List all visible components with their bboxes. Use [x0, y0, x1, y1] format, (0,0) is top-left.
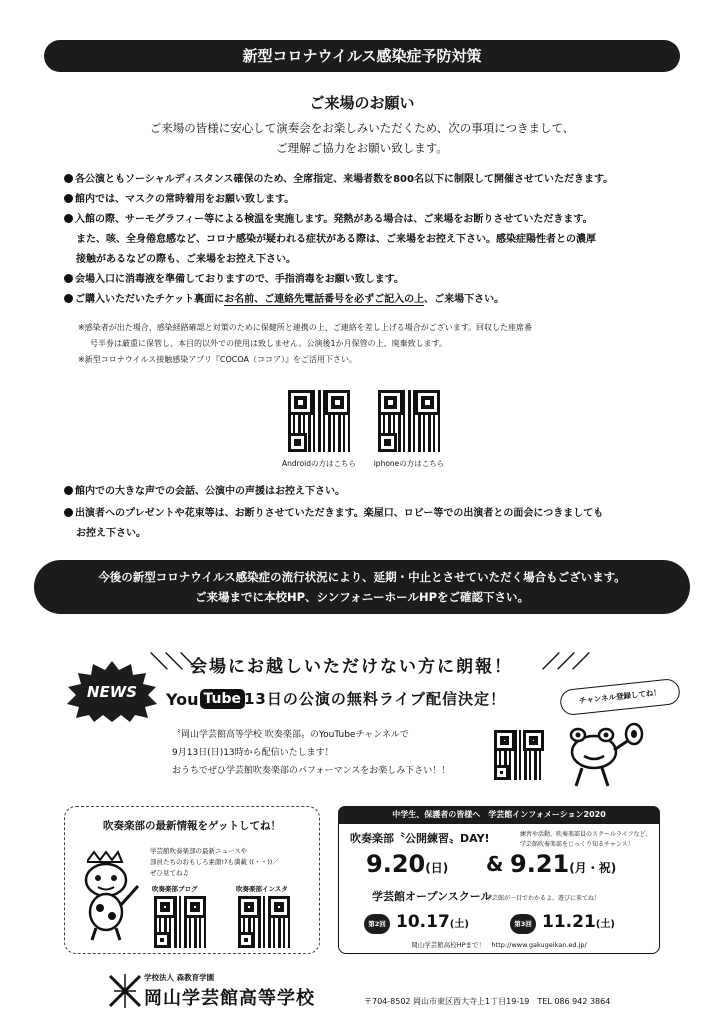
notice-line: ご来場までに本校HP、シンフォニーホールHPをご確認下さい。: [194, 590, 529, 604]
bullet-continuation: 接触があるなどの際も、ご来場をお控え下さい。: [76, 254, 296, 265]
slash-decoration-icon: ＼＼＼: [150, 652, 195, 673]
android-qr-label: Androidの方はこちら: [282, 459, 356, 468]
bullet-continuation: また、咳、全身倦怠感など、コロナ感染が疑われる症状がある際は、ご来場をお控え下さい。感染症陽性者との濃厚: [76, 234, 596, 245]
mascot-crown-icon: [74, 850, 146, 942]
club-info-text: 部員たちのおもしろ素顔!?も満載 ((・・))／: [150, 858, 279, 866]
note-text: 号半券は厳重に保管し、本目的以外での使用は致しません。公演後1か月保管の上、廃棄致します。: [90, 339, 447, 348]
news-heading: 会場にお越しいただけない方に朗報！: [190, 657, 513, 677]
club-info-text: 学芸館吹奏楽部の最新ニュースや: [150, 847, 248, 855]
intro-line: ご来場の皆様に安心して演奏会をお楽しみいただくため、次の事項につきまして、: [149, 121, 575, 135]
round-badge: 第3回: [510, 914, 536, 934]
youtube-logo-tube: Tube: [200, 689, 246, 709]
bullet-dot-icon: [64, 214, 73, 223]
bullet-text: 館内では、マスクの常時着用をお願い致します。: [75, 194, 295, 205]
date-number: 11.21: [542, 912, 596, 932]
open-school-title: 学芸館オープンスクール: [372, 890, 492, 903]
school-info-header: 中学生、保護者の皆様へ 学芸館インフォメーション2020: [338, 806, 660, 824]
intro-line: ご理解ご協力をお願い致します。: [276, 141, 448, 155]
bullet-dot-icon: [64, 274, 73, 283]
bullet-item: [64, 482, 674, 502]
iphone-qr-code[interactable]: [378, 390, 440, 452]
bullet-dot-icon: [64, 194, 73, 203]
note-text: ※感染者が出た場合、感染経路確認と対策のために保健所と連携の上、ご連絡を差し上げる場合がございます。回収した座席番: [78, 323, 533, 332]
bullet-text: 会場入口に消毒液を準備しておりますので、手指消毒をお願い致します。: [75, 274, 404, 285]
android-qr-code[interactable]: [288, 390, 350, 452]
mascot-trumpet-icon: [562, 722, 644, 792]
bullet-dot-icon: [64, 174, 73, 183]
school-emblem-icon: [106, 972, 144, 1010]
open-school-desc: 学芸館が一目でわかるよ。遊びに来てね！: [486, 895, 601, 902]
header-banner: 新型コロナウイルス感染症予防対策: [44, 40, 680, 72]
bullet-text: 入館の際、サーモグラフィー等による検温を実施します。発熱がある場合は、ご来場をお断りさせていただきます。: [75, 214, 593, 225]
request-title: ご来場のお願い: [309, 94, 415, 112]
open-school-date: [542, 912, 615, 932]
blog-qr-code[interactable]: [154, 896, 206, 948]
bullet-item: [64, 290, 674, 310]
practice-day-title: 吹奏楽部〝公開練習〟DAY!: [350, 832, 490, 845]
practice-day-desc: 学芸館吹奏楽部をじっくり知るチャンス！: [520, 841, 634, 848]
news-badge-icon: [66, 660, 158, 722]
notice-line: 今後の新型コロナウイルス感染症の流行状況により、延期・中止とさせていただく場合もございます。: [98, 570, 626, 584]
stream-text: 9月13日(日)13時から配信いたします！: [172, 748, 334, 758]
date-weekday: (土): [449, 919, 469, 930]
practice-date: [366, 850, 448, 878]
youtube-logo-you: You: [166, 689, 199, 709]
bullet-text: 各公演ともソーシャルディスタンス確保のため、全席指定、来場者数を800名以下に制限して開催させていただきます。: [75, 174, 614, 185]
date-weekday: (土): [595, 919, 615, 930]
date-weekday: (日): [425, 861, 449, 875]
school-address: 〒704-8502 岡山市東区西大寺上1丁目19-19 TEL 086 942 3864: [364, 997, 611, 1006]
insta-qr-label: 吹奏楽部インスタ: [236, 885, 288, 893]
bullet-text-underlined: お名前、ご連絡先電話番号を必ずご記入の上: [224, 294, 425, 305]
club-info-text: ぜひ見てね♫: [150, 869, 189, 877]
blog-qr-label: 吹奏楽部ブログ: [152, 885, 198, 893]
bullet-item: [64, 504, 674, 524]
bullet-continuation: お控え下さい。: [76, 528, 146, 539]
stream-text: 〝岡山学芸館高等学校 吹奏楽部〟のYouTubeチャンネルで: [172, 730, 409, 740]
youtube-qr-code[interactable]: [494, 730, 544, 780]
school-website-link[interactable]: 岡山学芸館高校HPまで！ http://www.gakugeikan.ed.jp/: [411, 941, 587, 949]
iphone-qr-label: iphoneの方はこちら: [373, 459, 445, 468]
club-info-title: 吹奏楽部の最新情報をゲットしてね！: [102, 820, 282, 832]
note-text: ※新型コロナウイルス接触感染アプリ『COCOA（ココア）』をご活用下さい。: [78, 355, 357, 364]
date-number: 9.21: [510, 850, 570, 878]
bullet-text: ご購入いただいたチケット裏面に: [75, 294, 225, 305]
stream-title: 13日の公演の無料ライブ配信決定！: [244, 690, 506, 708]
bullet-dot-icon: [64, 486, 73, 495]
slash-decoration-icon: ／／／: [542, 652, 587, 673]
school-corporation-name: 学校法人 森教育学園: [144, 973, 215, 982]
bullet-text: 、ご来場下さい。: [424, 294, 505, 305]
bullet-text: 出演者へのプレゼントや花束等は、お断りさせていただきます。楽屋口、ロビー等での出演者との面会につきましても: [75, 508, 604, 519]
date-weekday: (月・祝): [569, 861, 617, 875]
news-badge-label: NEWS: [86, 683, 138, 701]
bullet-item: [64, 170, 674, 190]
date-number: 9.20: [366, 850, 426, 878]
school-name: 岡山学芸館高等学校: [144, 988, 315, 1009]
bullet-item: [64, 190, 674, 210]
youtube-logo: [166, 688, 245, 710]
bullet-dot-icon: [64, 294, 73, 303]
practice-day-desc: 練習や活動、吹奏楽部員のスクールライフなど、: [520, 831, 652, 838]
date-number: 10.17: [396, 912, 450, 932]
bullet-text: 館内での大きな声での会話、公演中の声援はお控え下さい。: [75, 486, 345, 497]
stream-text: おうちでぜひ学芸館吹奏楽部のパフォーマンスをお楽しみ下さい！！: [172, 766, 451, 776]
bullet-item: [64, 210, 674, 230]
insta-qr-code[interactable]: [238, 896, 290, 948]
notice-banner: [34, 560, 690, 614]
speech-bubble: チャンネル登録してね！: [559, 678, 681, 716]
bullet-item: [64, 270, 674, 290]
open-school-date: [396, 912, 469, 932]
ampersand: &: [486, 852, 504, 876]
practice-date: [510, 850, 616, 878]
bullet-dot-icon: [64, 508, 73, 517]
round-badge: 第2回: [364, 914, 390, 934]
